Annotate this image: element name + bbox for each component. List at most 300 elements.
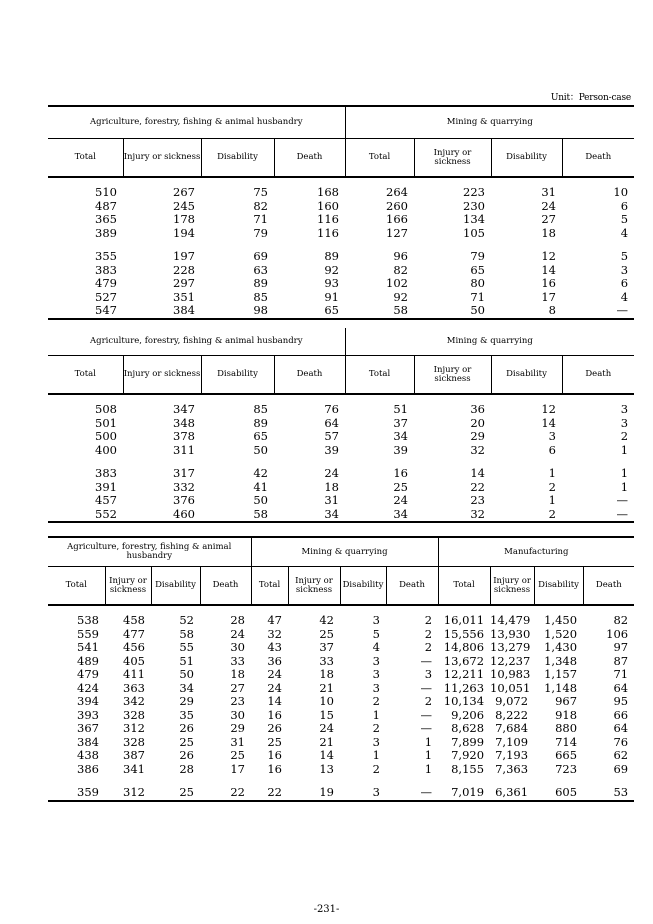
col-header: Total [345,139,414,178]
col-header: Injury or sickness [414,356,491,395]
table-cell: 69 [253,249,268,263]
table-cell: 80 [470,276,485,290]
col-header: Disability [201,356,274,395]
table-cell: 24 [393,493,408,507]
table-cell: 1 [548,493,556,507]
table-cell: 3 [372,613,380,627]
table-cell: 1,430 [544,640,578,654]
table-cell: 98 [253,303,268,317]
table-row [48,430,634,444]
table-cell: — [420,680,433,695]
table-cell: 16 [267,761,282,776]
table-cell: 267 [173,185,195,199]
table-cell: 500 [95,429,117,443]
table-cell: 5 [372,626,380,641]
table-cell: 66 [613,707,629,722]
table-cell: 2 [372,721,380,735]
table-cell: 367 [77,721,99,735]
table-cell: 438 [77,748,99,762]
table-row [48,628,634,642]
col-header: Death [595,580,622,590]
group-header-manufacturing: Manufacturing [438,537,634,567]
table-cell: 1 [620,442,629,457]
table-cell: 665 [555,748,578,762]
table-cell: 386 [77,761,99,776]
table-cell: 24 [230,626,245,641]
table-cell: 245 [173,198,195,213]
table-cell: 116 [317,212,339,226]
table-row [48,177,634,200]
table-cell: 3 [372,667,380,681]
table-cell: 342 [123,694,145,708]
table-cell: 116 [317,225,339,240]
table-cell: 3 [424,667,433,681]
table-cell: 3 [620,402,629,416]
table-cell: 1 [372,707,380,722]
col-header: Disability [151,567,200,606]
table-cell: 3 [372,680,380,695]
table-cell: 39 [324,442,339,457]
table-cell: 405 [123,653,145,668]
table-row [48,641,634,655]
table-cell: 76 [613,734,629,749]
table-cell: 34 [393,506,408,521]
table-cell: — [616,493,629,507]
table-cell: 378 [173,429,195,443]
table-cell: 25 [179,785,194,799]
col-header: Death [585,369,612,379]
table-cell: 69 [613,761,629,776]
table-row [48,763,634,777]
table-cell: 43 [267,640,282,654]
table-cell: 510 [95,185,117,199]
table-cell: 538 [77,613,99,627]
table-cell: 27 [541,212,556,226]
table-cell: 2 [548,479,556,494]
table-cell: 359 [77,785,99,799]
table-cell: 23 [470,493,485,507]
table-cell: 24 [319,721,334,735]
page-number: -231- [313,904,340,915]
table-cell: 22 [230,785,245,799]
table-cell: 134 [463,212,485,226]
table-cell: 52 [179,613,194,627]
table-cell: 35 [179,707,194,722]
table-cell: 383 [95,262,117,277]
table-cell: 460 [173,506,195,521]
table-cell: 489 [77,653,99,668]
table-cell: 14,479 [490,613,531,627]
table-cell: 14,806 [443,640,485,654]
table-cell: 3 [548,429,556,443]
table-row [48,213,634,227]
col-header: Injury or sickness [490,567,534,606]
table-cell: 3 [372,653,380,668]
unit-label: Unit：Person-case [550,93,631,103]
table-cell: 50 [253,442,268,457]
table-cell: 25 [267,734,282,749]
table-cell: 42 [319,613,334,627]
table-cell: 328 [123,707,145,722]
group-header-mining: Mining & quarrying [345,328,634,356]
table-3-body [48,605,634,801]
table-cell: 36 [470,402,485,416]
table-cell: 50 [253,493,268,507]
table-cell: 31 [541,185,556,199]
table-cell: 194 [173,225,195,240]
table-cell: 25 [230,748,245,762]
table-cell: 26 [267,721,282,735]
table-cell: 39 [393,442,408,457]
table-cell: 394 [77,694,99,708]
col-header: Total [48,356,123,395]
table-cell: 605 [555,785,578,799]
table-cell: 12 [541,402,556,416]
table-cell: 12 [541,249,556,263]
table-cell: 552 [95,506,117,521]
table-cell: 1 [424,761,433,776]
col-header: Injury or sickness [288,567,340,606]
table-cell: 22 [267,785,282,799]
table-cell: 22 [470,479,485,494]
table-cell: 384 [173,303,195,317]
table-cell: 8,155 [451,761,485,776]
table-cell: 50 [470,303,485,317]
table-cell: 29 [470,429,485,443]
table-cell: 31 [324,493,339,507]
table-cell: 527 [95,289,117,304]
table-cell: 12,237 [490,653,531,668]
table-cell: 1,450 [544,613,578,627]
table-cell: 24 [541,198,556,213]
group-header-agriculture: Agriculture, forestry, fishing & animal husbandry [48,537,251,567]
table-cell: 880 [555,721,578,735]
table-cell: 411 [123,667,145,681]
table-row [48,417,634,431]
table-cell: 58 [393,303,408,317]
table-cell: 71 [613,667,629,681]
table-cell: 25 [179,734,194,749]
table-cell: 168 [317,185,339,199]
table-cell: 17 [541,289,556,304]
table-cell: 166 [386,212,408,226]
table-cell: 16 [393,466,408,480]
table-cell: 82 [393,262,408,277]
table-row [48,304,634,319]
table-cell: 348 [173,415,195,430]
table-cell: 264 [386,185,408,199]
table-cell: 105 [463,225,485,240]
table-cell: 18 [541,225,556,240]
table-cell: 25 [319,626,334,641]
table-row [48,508,634,523]
table-cell: 355 [95,249,117,263]
table-cell: 9,072 [495,694,529,708]
table-cell: 21 [319,680,334,695]
table-cell: 10,134 [443,694,485,708]
table-cell: 41 [253,479,268,494]
table-cell: 5 [620,212,629,226]
table-row [48,264,634,278]
table-1 [48,105,634,320]
table-cell: 457 [95,493,117,507]
table-cell: 65 [253,429,268,443]
table-row [48,695,634,709]
table-cell: 31 [230,734,245,749]
table-row [48,481,634,495]
table-cell: 1,520 [544,626,578,641]
table-cell: 1,148 [544,680,578,695]
table-cell: 458 [123,613,145,627]
table-cell: 6,361 [495,785,529,799]
table-cell: 6 [620,276,629,290]
col-header: Total [251,567,288,606]
table-cell: 102 [386,276,408,290]
table-cell: 328 [123,734,145,749]
table-cell: 7,109 [495,734,529,749]
table-cell: 312 [123,721,145,735]
table-cell: 14 [319,748,334,762]
group-header-mining: Mining & quarrying [251,537,438,567]
table-cell: 13,279 [490,640,531,654]
table-row [48,277,634,291]
table-cell: 91 [324,289,339,304]
table-cell: 55 [179,640,194,654]
table-cell: 24 [267,667,282,681]
table-cell: 16 [267,707,282,722]
table-cell: 479 [77,667,99,681]
table-cell: 18 [319,667,334,681]
table-cell: 547 [95,303,117,317]
table-cell: 82 [613,613,629,627]
table-cell: 2 [424,694,433,708]
col-header: Disability [201,139,274,178]
table-cell: 228 [173,262,195,277]
table-cell: — [616,506,629,521]
table-1-body [48,177,634,319]
table-cell: 12,211 [443,667,485,681]
table-cell: 32 [470,506,485,521]
table-cell: 24 [324,466,339,480]
table-cell: — [420,653,433,668]
table-cell: 1 [424,748,433,762]
table-cell: 33 [230,653,245,668]
table-cell: 89 [324,249,339,263]
table-cell: 477 [123,626,145,641]
table-cell: 13 [319,761,334,776]
col-header: Death [274,139,345,178]
table-cell: 714 [555,734,578,749]
table-cell: 85 [253,289,268,304]
table-cell: 92 [324,262,339,277]
table-cell: 8 [548,303,556,317]
table-cell: 97 [613,640,629,654]
col-header: Death [200,567,251,606]
table-cell: — [420,721,433,735]
table-cell: 29 [179,694,194,708]
table-cell: 15 [319,707,334,722]
table-cell: 230 [463,198,485,213]
table-cell: 4 [620,225,629,240]
table-cell: 16 [267,748,282,762]
table-row [48,786,634,801]
col-header: Disability [491,356,562,395]
table-cell: 312 [123,785,145,799]
table-cell: 3 [620,415,629,430]
table-row [48,494,634,508]
table-cell: 2 [424,640,433,654]
table-cell: 32 [267,626,282,641]
col-header: Death [585,152,612,162]
table-cell: 51 [393,402,408,416]
table-row [48,736,634,750]
table-cell: 918 [555,707,578,722]
table-cell: 62 [613,748,629,762]
table-row [48,749,634,763]
table-cell: 87 [613,653,629,668]
table-cell: — [616,303,629,317]
table-cell: 8,222 [495,707,529,722]
table-cell: 376 [173,493,195,507]
col-header: Total [48,139,123,178]
table-cell: 3 [372,785,380,799]
table-cell: 1,157 [544,667,578,681]
table-row [48,291,634,305]
table-cell: 347 [173,402,195,416]
table-cell: 26 [179,748,194,762]
table-cell: 89 [253,415,268,430]
table-cell: 13,672 [443,653,485,668]
table-cell: 96 [393,249,408,263]
table-cell: 178 [173,212,195,226]
table-cell: 1 [620,479,629,494]
group-header-mining: Mining & quarrying [345,106,634,139]
table-row [48,722,634,736]
table-cell: 34 [393,429,408,443]
table-cell: 508 [95,402,117,416]
table-cell: 58 [253,506,268,521]
table-cell: 36 [267,653,282,668]
table-cell: 351 [173,289,195,304]
table-cell: 479 [95,276,117,290]
col-header: Disability [340,567,386,606]
table-cell: 3 [620,262,629,277]
table-cell: 2 [548,506,556,521]
table-cell: 92 [393,289,408,304]
table-cell: 7,193 [495,748,529,762]
col-header: Total [48,567,105,606]
table-cell: 4 [620,289,629,304]
table-row [48,227,634,241]
table-cell: 23 [230,694,245,708]
table-cell: 424 [77,680,99,695]
table-cell: 456 [123,640,145,654]
table-cell: 28 [179,761,194,776]
table-cell: 16,011 [443,613,485,627]
table-cell: 14 [267,694,282,708]
table-cell: 10,983 [490,667,531,681]
table-cell: 487 [95,198,117,213]
col-header: Total [345,356,414,395]
table-cell: 6 [548,442,556,457]
table-cell: 6 [620,198,629,213]
table-cell: 25 [393,479,408,494]
table-cell: 95 [613,694,629,708]
table-cell: 51 [179,653,194,668]
table-cell: 7,684 [495,721,529,735]
table-row [48,668,634,682]
table-cell: 64 [324,415,339,430]
table-row [48,200,634,214]
table-row [48,682,634,696]
table-cell: 197 [173,249,195,263]
table-cell: 9,206 [451,707,485,722]
table-cell: 65 [324,303,339,317]
table-cell: 28 [230,613,245,627]
col-header: Total [438,567,490,606]
table-cell: 42 [253,466,268,480]
table-cell: 37 [319,640,334,654]
table-cell: 2 [620,429,629,443]
table-cell: 79 [253,225,268,240]
table-cell: — [420,785,433,799]
table-cell: 1 [424,734,433,749]
table-cell: 89 [253,276,268,290]
table-cell: 13,930 [490,626,531,641]
table-row [48,605,634,628]
table-cell: 32 [470,442,485,457]
table-cell: 400 [95,442,117,457]
table-cell: 1,348 [544,653,578,668]
table-cell: 64 [613,721,629,735]
table-cell: 8,628 [451,721,485,735]
table-cell: 37 [393,415,408,430]
table-cell: 57 [324,429,339,443]
table-row [48,709,634,723]
table-cell: 317 [173,466,195,480]
table-cell: 85 [253,402,268,416]
table-cell: 160 [317,198,339,213]
table-cell: 82 [253,198,268,213]
table-cell: 50 [179,667,194,681]
table-cell: 7,920 [451,748,485,762]
table-cell: 341 [123,761,145,776]
table-cell: 30 [230,707,245,722]
table-cell: 297 [173,276,195,290]
table-cell: 16 [541,276,556,290]
table-cell: 14 [541,415,556,430]
table-cell: 71 [470,289,485,304]
group-header-agriculture: Agriculture, forestry, fishing & animal husbandry [48,328,345,356]
table-cell: 34 [324,506,339,521]
table-cell: 723 [555,761,578,776]
table-cell: 47 [267,613,282,627]
table-cell: 29 [230,721,245,735]
table-cell: 27 [230,680,245,695]
table-cell: 260 [386,198,408,213]
group-header-agriculture: Agriculture, forestry, fishing & animal husbandry [48,106,345,139]
table-cell: 2 [372,694,380,708]
table-3 [48,536,634,802]
table-cell: 393 [77,707,99,722]
table-cell: 93 [324,276,339,290]
table-cell: 24 [267,680,282,695]
table-cell: 2 [424,626,433,641]
table-cell: 7,019 [451,785,485,799]
col-header: Disability [534,567,583,606]
table-cell: 5 [620,249,629,263]
table-cell: 223 [463,185,485,199]
